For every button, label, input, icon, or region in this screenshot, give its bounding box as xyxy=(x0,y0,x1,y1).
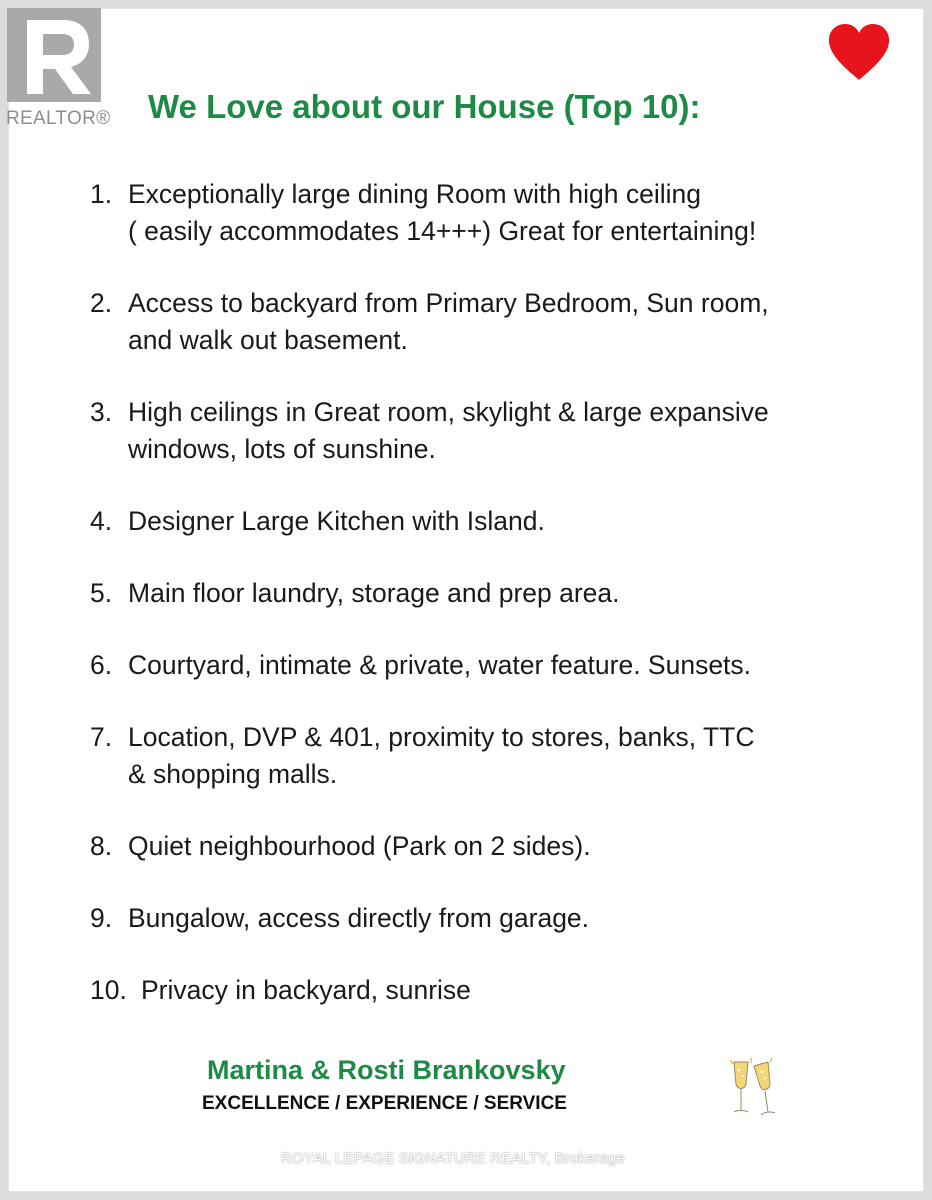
feature-list xyxy=(90,176,890,1009)
champagne-glasses-icon xyxy=(724,1058,780,1122)
feature-text: and walk out basement. xyxy=(128,325,408,355)
feature-number: 9. xyxy=(90,903,113,933)
feature-item xyxy=(90,503,890,540)
feature-item xyxy=(90,176,890,250)
feature-text: Bungalow, access directly from garage. xyxy=(128,903,590,933)
feature-item xyxy=(90,900,890,937)
feature-item xyxy=(90,719,890,793)
feature-number: 10. xyxy=(90,975,127,1005)
feature-text: Location, DVP & 401, proximity to stores, banks, TTC xyxy=(128,722,755,752)
page-border-right xyxy=(924,0,932,1200)
feature-item xyxy=(90,647,890,684)
feature-number: 2. xyxy=(90,288,113,318)
feature-number: 1. xyxy=(90,179,113,209)
heart-icon xyxy=(826,22,892,82)
feature-text: Quiet neighbourhood (Park on 2 sides). xyxy=(128,831,591,861)
feature-text: High ceilings in Great room, skylight & large expansive xyxy=(128,397,769,427)
page-border-top xyxy=(0,0,932,8)
page-border-bottom xyxy=(0,1192,932,1200)
feature-item xyxy=(90,828,890,865)
feature-text: Main floor laundry, storage and prep area. xyxy=(128,578,620,608)
feature-item xyxy=(90,285,890,359)
feature-text: Exceptionally large dining Room with high ceiling xyxy=(128,179,702,209)
realtor-logo xyxy=(3,4,111,129)
agent-tagline: EXCELLENCE / EXPERIENCE / SERVICE xyxy=(202,1093,567,1114)
page-border-left xyxy=(0,0,8,1200)
feature-number: 4. xyxy=(90,506,113,536)
agent-names: Martina & Rosti Brankovsky xyxy=(207,1055,566,1085)
feature-number: 8. xyxy=(90,831,113,861)
feature-item xyxy=(90,972,890,1009)
realtor-wordmark: REALTOR® xyxy=(6,108,111,129)
feature-text: Designer Large Kitchen with Island. xyxy=(128,506,545,536)
feature-number: 6. xyxy=(90,650,113,680)
page-title: We Love about our House (Top 10): xyxy=(148,88,701,125)
feature-text: Access to backyard from Primary Bedroom, Sun room, xyxy=(128,288,769,318)
feature-item xyxy=(90,394,890,468)
feature-text: & shopping malls. xyxy=(128,759,338,789)
feature-number: 5. xyxy=(90,578,113,608)
feature-text: windows, lots of sunshine. xyxy=(128,434,436,464)
feature-item xyxy=(90,575,890,612)
feature-text: ( easily accommodates 14+++) Great for entertaining! xyxy=(128,216,757,246)
brokerage-watermark: ROYAL LEPAGE SIGNATURE REALTY, Brokerage xyxy=(281,1150,625,1167)
realtor-logo-icon xyxy=(7,8,101,102)
feature-text: Privacy in backyard, sunrise xyxy=(141,975,471,1005)
feature-number: 3. xyxy=(90,397,113,427)
feature-number: 7. xyxy=(90,722,113,752)
feature-text: Courtyard, intimate & private, water feature. Sunsets. xyxy=(128,650,752,680)
